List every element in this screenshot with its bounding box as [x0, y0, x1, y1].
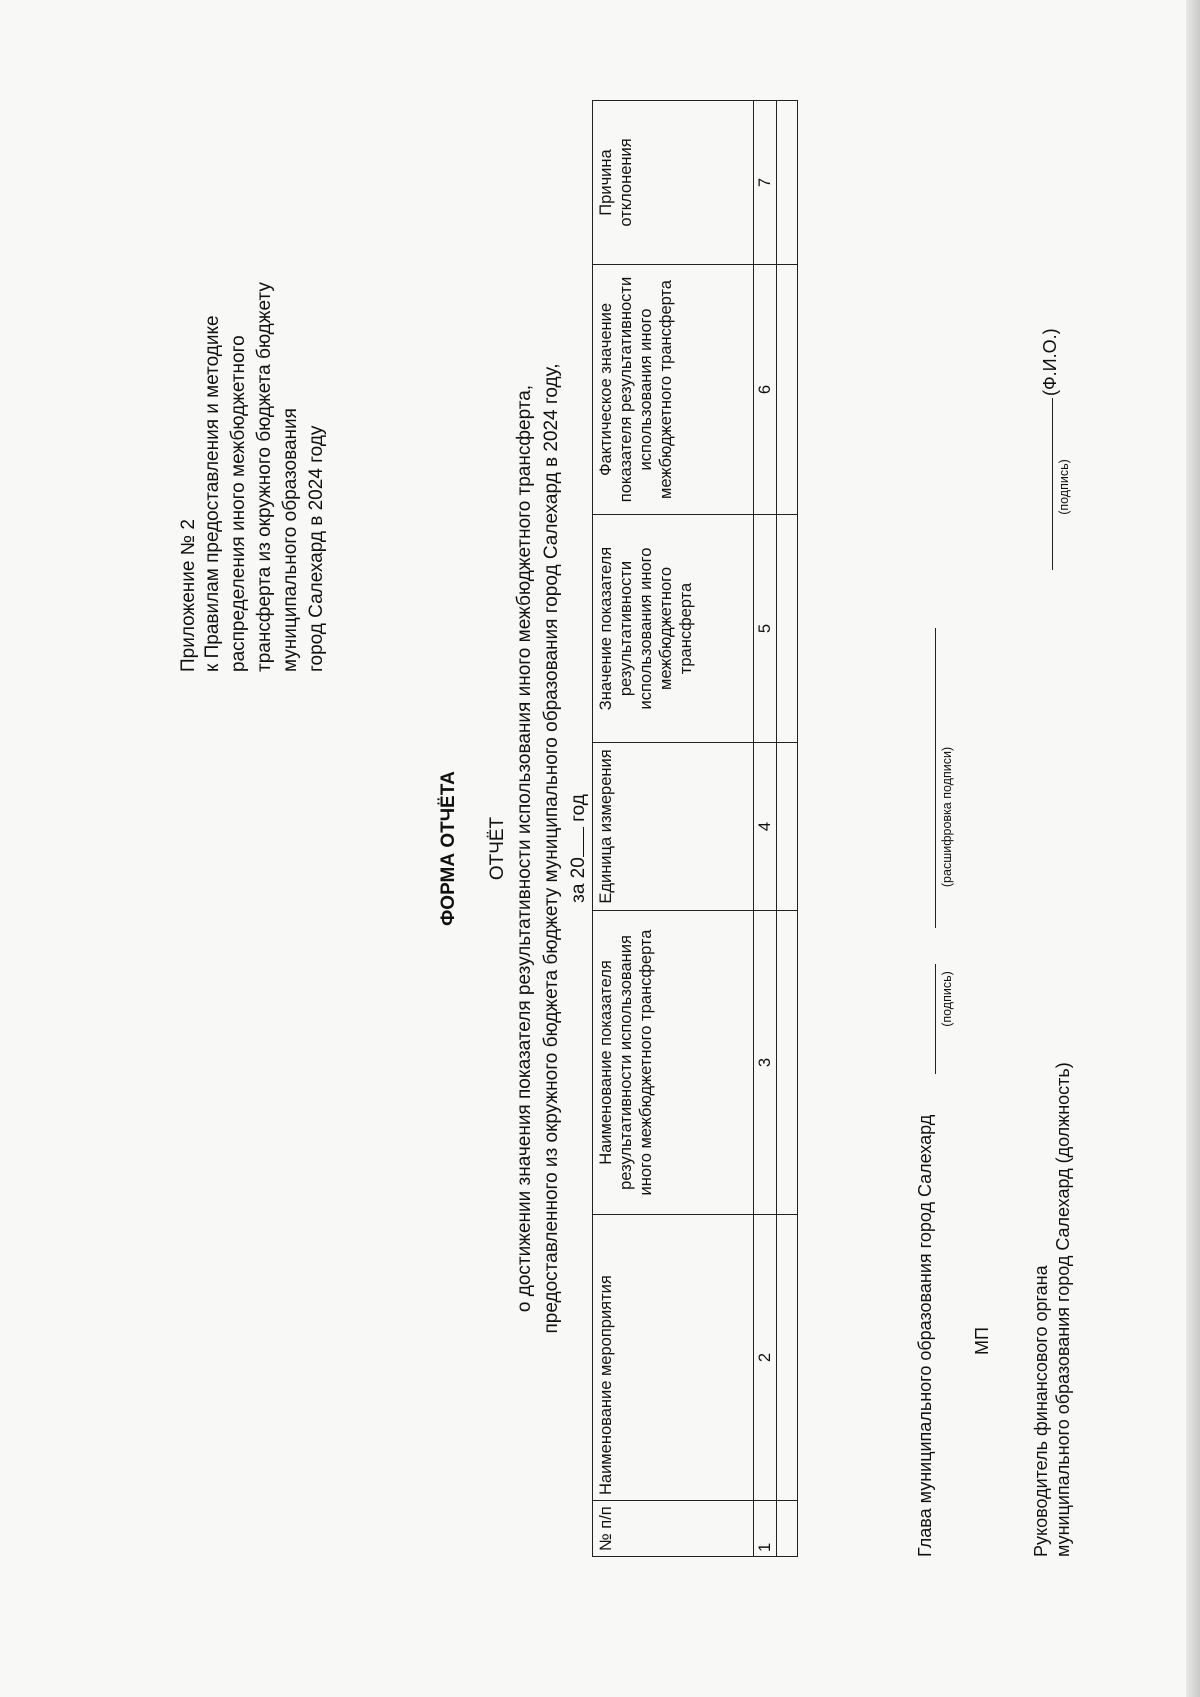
annex-text-line: распределения иного межбюджетного	[228, 335, 249, 672]
fio-label: (Ф.И.О.)	[1040, 328, 1060, 396]
column-number: 1	[754, 1501, 777, 1557]
decoding-caption: (расшифровка подписи)	[940, 746, 954, 888]
annex-text-line: к Правилам предоставления и методике	[202, 315, 223, 672]
annex-text-line: город Салехард в 2024 году	[306, 425, 327, 672]
head-decoding-line	[935, 628, 936, 928]
report-subtitle-line: о достижении значения показателя результативности использования иного межбюджетного трансферта,	[514, 384, 535, 1313]
head-signature-label: Глава муниципального образования город Салехард	[915, 1114, 935, 1557]
table-cell	[777, 101, 798, 265]
column-number: 5	[754, 515, 777, 743]
table-cell	[777, 1501, 798, 1557]
table-cell	[777, 515, 798, 743]
table-row	[777, 101, 798, 1557]
column-number: 7	[754, 101, 777, 265]
finance-signature-line	[1052, 398, 1053, 570]
year-blank	[565, 827, 584, 857]
column-header: № п/п	[593, 1501, 754, 1557]
form-title: ФОРМА ОТЧЁТА	[438, 771, 459, 926]
table-cell	[777, 743, 798, 911]
finance-signature-label	[1030, 1062, 1074, 1557]
column-header: Наименование показателя результативности использования иного межбюджетного трансферта	[593, 911, 754, 1215]
finance-signature-label-line: Руководитель финансового органа	[1031, 1265, 1051, 1557]
column-number: 6	[754, 265, 777, 515]
table-cell	[777, 911, 798, 1215]
column-header: Единица измерения	[593, 743, 754, 911]
head-signature-line	[935, 964, 936, 1074]
signature-caption: (подпись)	[940, 971, 954, 1027]
table-cell	[777, 1215, 798, 1501]
report-title: ОТЧЁТ	[487, 816, 508, 881]
column-header: Значение показателя результативности использования иного межбюджетного трансферта	[593, 515, 754, 743]
column-number-row	[754, 101, 777, 1557]
report-period-prefix: за 20	[568, 857, 589, 903]
annex-number: Приложение № 2	[178, 519, 199, 672]
column-number: 3	[754, 911, 777, 1215]
report-table	[592, 100, 798, 1557]
annex-text-line: трансферта из окружного бюджета бюджету	[254, 282, 275, 672]
annex-text	[200, 72, 330, 672]
column-number: 2	[754, 1215, 777, 1501]
report-period-line	[565, 0, 592, 1697]
report-subtitle-line: предоставленного из окружного бюджета бюджету муниципального образования город Салехард в 2024 году,	[541, 363, 562, 1334]
annex-text-line: муниципального образования	[280, 408, 301, 672]
report-heading	[484, 0, 592, 1697]
stamp-label: МП	[972, 1327, 992, 1355]
finance-signature-label-line: муниципального образования город Салехард (должность)	[1053, 1062, 1073, 1557]
column-header: Фактическое значение показателя результативности использования иного межбюджетного трансферта	[593, 265, 754, 515]
column-header: Причина отклонения	[593, 101, 754, 265]
column-number: 4	[754, 743, 777, 911]
report-period-suffix: год	[568, 794, 589, 822]
table-header-row	[593, 101, 754, 1557]
column-header: Наименование мероприятия	[593, 1215, 754, 1501]
table-cell	[777, 265, 798, 515]
signature-caption: (подпись)	[1057, 459, 1071, 515]
